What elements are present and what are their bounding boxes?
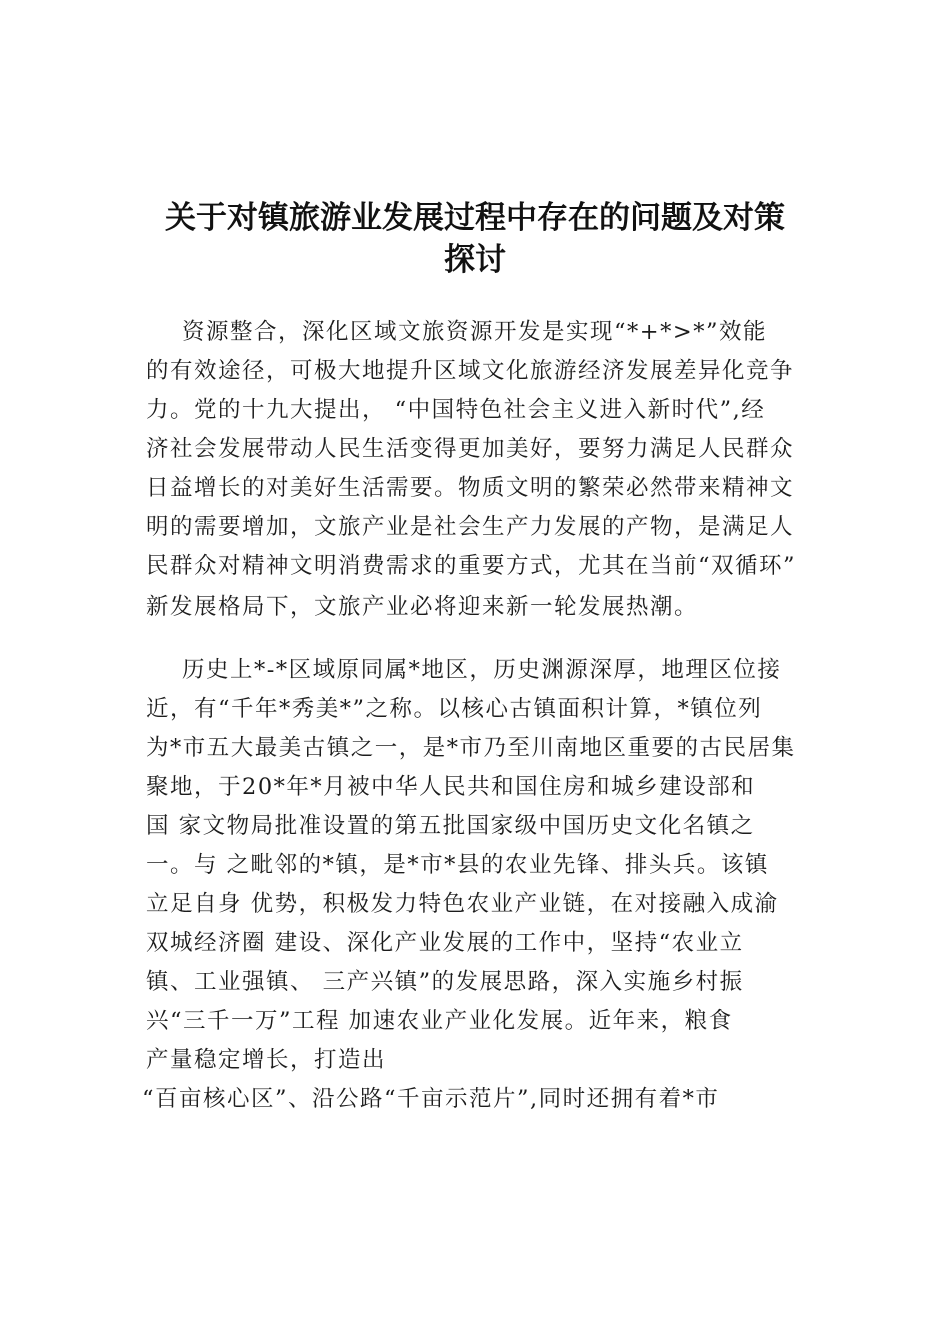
paragraph-1-line: 的有效途径，可极大地提升区域文化旅游经济发展差异化竞争 [146,358,795,384]
paragraph-2-line: 聚地，于20*年*月被中华人民共和国住房和城乡建设部和 [146,774,756,800]
paragraph-2-line: 一。与 之毗邻的*镇，是*市*县的农业先锋、排头兵。该镇 [146,852,769,878]
paragraph-2-line: 立足自身 优势，积极发力特色农业产业链，在对接融入成渝 [146,891,779,917]
paragraph-1-line: 济社会发展带动人民生活变得更加美好，要努力满足人民群众 [146,436,795,462]
paragraph-1-line: 新发展格局下，文旅产业必将迎来新一轮发展热潮。 [146,594,699,620]
paragraph-2-line: 为*市五大最美古镇之一，是*市乃至川南地区重要的古民居集 [146,735,796,761]
paragraph-1-line: 力。党的十九大提出， “中国特色社会主义进入新时代”,经 [146,397,766,423]
paragraph-1-line: 明的需要增加，文旅产业是社会生产力发展的产物，是满足人 [146,514,795,540]
paragraph-2-line: 历史上*-*区域原同属*地区，历史渊源深厚，地理区位接 [182,657,782,683]
document-title-line-1: 关于对镇旅游业发展过程中存在的问题及对策 [165,200,785,236]
paragraph-1-line: 民群众对精神文明消费需求的重要方式，尤其在当前“双循环” [146,553,797,579]
paragraph-2-line: 双城经济圈 建设、深化产业发展的工作中，坚持“农业立 [146,930,744,956]
paragraph-2-line: 产量稳定增长，打造出 [146,1047,387,1073]
paragraph-2-line: 镇、工业强镇、 三产兴镇”的发展思路，深入实施乡村振 [146,969,744,995]
paragraph-2-line: “百亩核心区”、沿公路“千亩示范片”,同时还拥有着*市 [142,1086,720,1112]
document-title-line-2: 探讨 [444,242,506,278]
paragraph-1-line: 资源整合，深化区域文旅资源开发是实现“*+*>*”效能 [182,319,767,345]
paragraph-2-line: 国 家文物局批准设置的第五批国家级中国历史文化名镇之 [146,813,755,839]
paragraph-1-line: 日益增长的对美好生活需要。物质文明的繁荣必然带来精神文 [146,475,795,501]
paragraph-2-line: 近，有“千年*秀美*”之称。以核心古镇面积计算，*镇位列 [146,696,763,722]
paragraph-2-line: 兴“三千一万”工程 加速农业产业化发展。近年来，粮食 [146,1008,733,1034]
